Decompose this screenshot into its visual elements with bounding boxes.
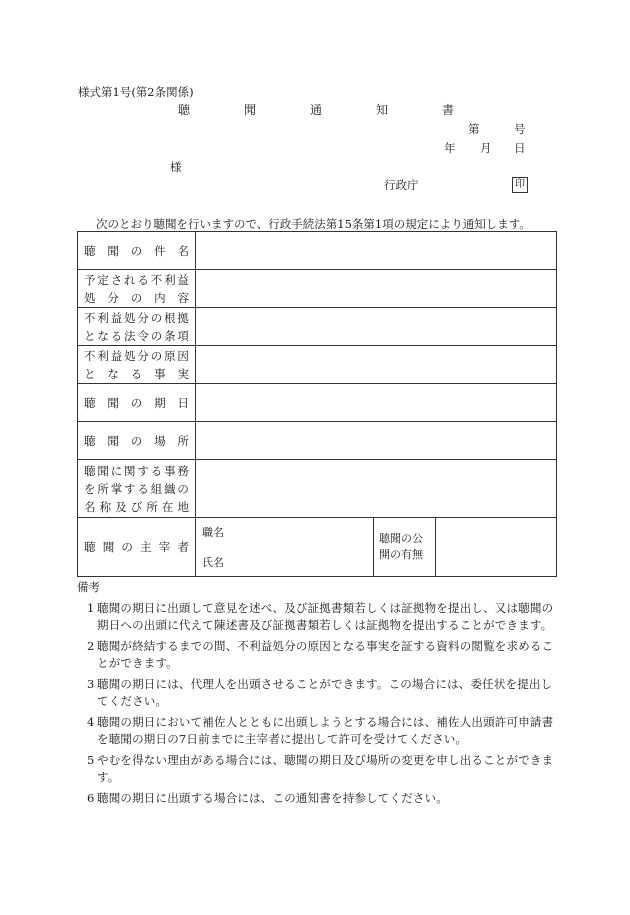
row-value <box>196 232 557 270</box>
presider-row <box>78 518 557 577</box>
label-char: 者 <box>177 540 189 554</box>
document-title <box>178 104 454 116</box>
label-char: 所 <box>177 433 189 448</box>
label-char: 定 <box>97 272 109 287</box>
title-char: 聴 <box>178 103 191 117</box>
label-char: 実 <box>177 366 189 381</box>
label-char: 聴 <box>84 243 96 258</box>
row-label-line <box>84 498 189 516</box>
row-value <box>196 384 557 422</box>
label-char: 令 <box>137 328 149 343</box>
label-char: の <box>177 481 189 496</box>
label-char: の <box>130 433 143 448</box>
label-char: 益 <box>110 310 123 325</box>
agency-label: 行政庁 <box>384 178 419 192</box>
label-char: 務 <box>177 463 189 478</box>
label-char: 事 <box>154 366 166 381</box>
row-label-line <box>84 462 189 480</box>
form-row <box>78 270 557 308</box>
label-char: び <box>130 499 143 514</box>
label-char: 地 <box>177 499 189 514</box>
row-value <box>196 346 557 384</box>
form-row <box>78 384 557 422</box>
note-item <box>77 676 557 710</box>
note-item <box>77 714 557 748</box>
row-label-line <box>84 365 189 383</box>
label-char: 聞 <box>97 463 109 478</box>
public-hearing-value <box>436 518 557 577</box>
label-char: 不 <box>84 348 96 363</box>
label-char: 根 <box>164 310 176 325</box>
title-char: 通 <box>309 103 322 117</box>
label-char: 称 <box>99 499 112 514</box>
label-char: す <box>124 481 136 496</box>
row-label-line <box>84 480 189 498</box>
label-char: 利 <box>97 310 109 325</box>
label-char: る <box>150 463 163 478</box>
label-char: 項 <box>177 328 189 343</box>
form-row <box>78 346 557 384</box>
label-char: 日 <box>177 395 189 410</box>
form-row <box>78 460 557 518</box>
row-label <box>78 232 196 270</box>
label-char: 容 <box>177 290 189 305</box>
label-char: 利 <box>97 348 109 363</box>
label-char: る <box>110 328 123 343</box>
label-char: す <box>137 463 149 478</box>
label-char: 条 <box>164 328 176 343</box>
label-char: 分 <box>107 290 119 305</box>
label-char: 予 <box>84 272 96 287</box>
note-number: 2 <box>87 639 95 653</box>
label-char: 所 <box>97 481 109 496</box>
row-label <box>78 460 196 518</box>
label-char: の <box>130 290 143 305</box>
form-row <box>78 232 557 270</box>
label-char: 益 <box>110 348 123 363</box>
row-label-line <box>84 271 189 289</box>
label-char: の <box>121 540 133 554</box>
note-number: 5 <box>87 753 95 767</box>
label-char: 関 <box>124 463 136 478</box>
label-char: 分 <box>137 348 149 363</box>
doc-number-suffix: 号 <box>514 122 526 136</box>
note-item <box>77 752 557 786</box>
note-item <box>77 790 557 807</box>
label-char: 聴 <box>84 463 96 478</box>
title-char: 聞 <box>243 103 256 117</box>
note-number: 1 <box>87 601 95 615</box>
label-char: 及 <box>115 499 127 514</box>
label-char: な <box>97 328 109 343</box>
row-value <box>196 308 557 346</box>
row-value <box>196 422 557 460</box>
note-number: 3 <box>87 677 95 691</box>
label-char: 聴 <box>84 540 96 554</box>
note-text: やむを得ない理由がある場合には、聴聞の期日及び場所の変更を申し出ることができます。 <box>97 753 554 784</box>
label-char: に <box>110 463 123 478</box>
label-char: 宰 <box>158 540 171 554</box>
label-char: 不 <box>150 272 163 287</box>
row-label <box>78 384 196 422</box>
role-label: 職名 <box>202 526 224 539</box>
label-char: 所 <box>146 499 158 514</box>
label-char: 名 <box>177 243 189 258</box>
form-row <box>78 422 557 460</box>
label-char: 聴 <box>84 433 96 448</box>
note-number: 4 <box>87 715 95 729</box>
seal-mark: 印 <box>512 177 528 193</box>
public-label-line: 開の有無 <box>379 548 423 561</box>
row-label-line <box>84 289 189 307</box>
notes-list <box>77 600 557 811</box>
note-item <box>77 638 557 672</box>
label-char: な <box>107 366 119 381</box>
label-char: る <box>137 481 149 496</box>
label-char: 拠 <box>177 310 189 325</box>
label-char: の <box>150 328 163 343</box>
label-char: 掌 <box>110 481 123 496</box>
public-label-line: 聴聞の公 <box>379 532 423 545</box>
presider-value-cell <box>196 518 374 577</box>
label-char: 聞 <box>107 395 119 410</box>
label-char: 原 <box>164 348 176 363</box>
label-char: る <box>137 272 149 287</box>
label-char: 期 <box>154 395 166 410</box>
label-char: 因 <box>177 348 189 363</box>
date-month-label: 月 <box>480 141 492 155</box>
label-char: 場 <box>154 433 166 448</box>
row-label-line <box>84 432 189 450</box>
label-char: を <box>84 481 96 496</box>
public-hearing-label <box>374 518 436 577</box>
row-label-line <box>84 309 189 327</box>
date-day-label: 日 <box>514 141 526 155</box>
form-row <box>78 308 557 346</box>
label-char: 件 <box>154 243 166 258</box>
label-char: 聴 <box>84 395 96 410</box>
label-char: れ <box>124 272 136 287</box>
label-char: 主 <box>140 540 152 554</box>
label-char: 処 <box>84 290 96 305</box>
presider-label <box>78 518 196 577</box>
label-char: 聞 <box>102 540 115 554</box>
note-text: 聴聞の期日に出頭して意見を述べ、及び証拠書類若しくは証拠物を提出し、又は聴聞の期日への出頭に代えて陳述書及び証拠書類若しくは証拠物を提出することができます。 <box>97 601 554 632</box>
label-char: 聞 <box>107 243 119 258</box>
row-value <box>196 460 557 518</box>
title-char: 知 <box>375 103 388 117</box>
name-label: 氏名 <box>202 556 224 569</box>
date-year-label: 年 <box>444 141 456 155</box>
label-char: の <box>130 243 143 258</box>
note-text: 聴聞の期日に出頭する場合には、この通知書を持参してください。 <box>97 791 448 805</box>
label-char: 分 <box>137 310 149 325</box>
label-char: 織 <box>164 481 176 496</box>
hearing-form-table <box>77 231 557 577</box>
label-char: 法 <box>124 328 136 343</box>
row-label-line <box>84 394 189 412</box>
label-char: 処 <box>124 348 136 363</box>
label-char: の <box>130 395 143 410</box>
label-char: の <box>150 348 163 363</box>
label-char: さ <box>110 272 123 287</box>
label-char: 益 <box>177 272 189 287</box>
row-label <box>78 346 196 384</box>
label-char: の <box>150 310 163 325</box>
note-number: 6 <box>87 791 95 805</box>
label-char: 処 <box>124 310 136 325</box>
label-char: 聞 <box>107 433 119 448</box>
label-char: 名 <box>84 499 96 514</box>
label-char: 内 <box>154 290 166 305</box>
label-char: 利 <box>164 272 176 287</box>
label-char: 組 <box>150 481 163 496</box>
row-label <box>78 422 196 460</box>
note-item <box>77 600 557 634</box>
label-char: と <box>84 366 96 381</box>
addressee-suffix: 様 <box>170 160 182 174</box>
note-text: 聴聞の期日には、代理人を出頭させることができます。この場合には、委任状を提出してください。 <box>97 677 553 708</box>
row-label-line <box>84 242 189 260</box>
note-text: 聴聞の期日において補佐人とともに出頭しようとする場合には、補佐人出頭許可申請書を聴聞の期日の7日前までに主宰者に提出して許可を受けてください。 <box>97 715 554 746</box>
label-char: と <box>84 328 96 343</box>
label-char: 不 <box>84 310 96 325</box>
label-char: 在 <box>161 499 174 514</box>
title-char: 書 <box>441 103 454 117</box>
notes-heading: 備考 <box>77 580 100 594</box>
doc-number-label: 第 <box>468 122 480 136</box>
note-text: 聴聞が終結するまでの間、不利益処分の原因となる事実を証する資料の閲覧を求めることができます。 <box>97 639 554 670</box>
form-number: 様式第1号(第2条関係) <box>78 85 194 99</box>
row-label <box>78 308 196 346</box>
row-label-line <box>84 327 189 345</box>
label-char: 事 <box>164 463 176 478</box>
label-char: る <box>130 366 143 381</box>
intro-text: 次のとおり聴聞を行いますので、行政手続法第15条第1項の規定により通知します。 <box>96 217 531 231</box>
row-label <box>78 270 196 308</box>
row-label-line <box>84 347 189 365</box>
row-value <box>196 270 557 308</box>
